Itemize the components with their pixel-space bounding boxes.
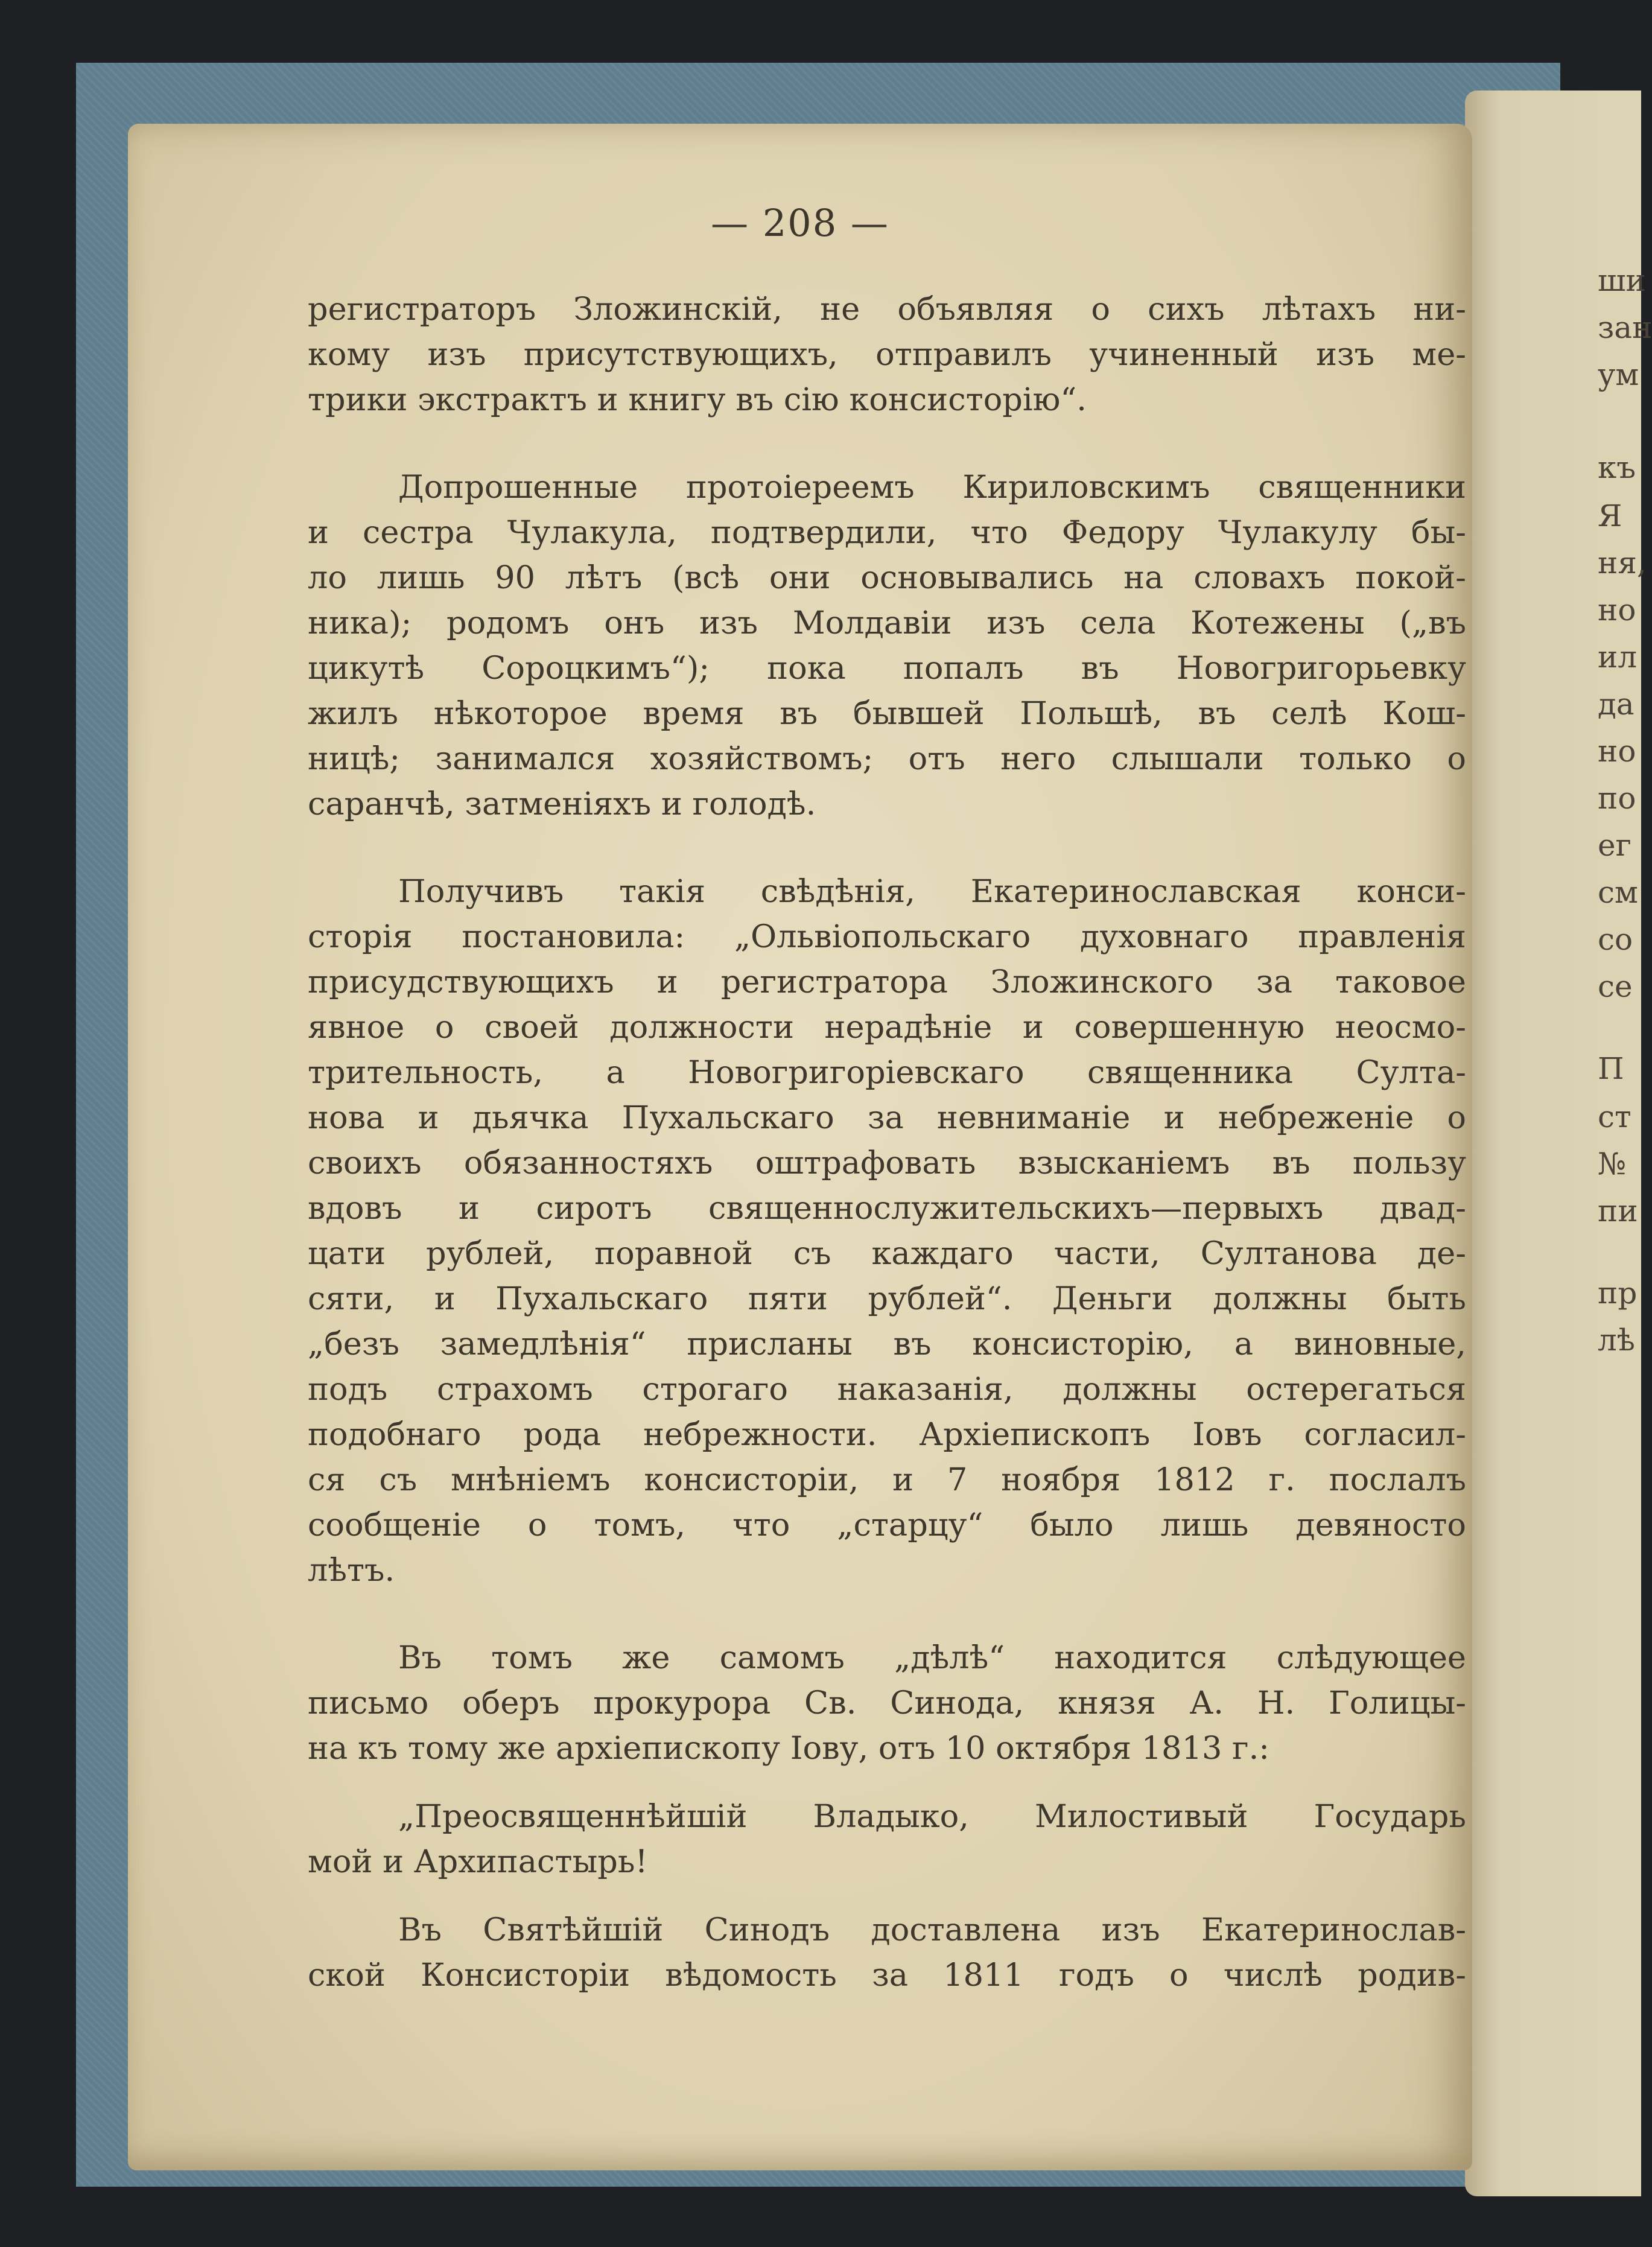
text-line: подобнаго рода небрежности. Архіепископъ Іовъ согласил- <box>308 1416 1466 1453</box>
text-line: „безъ замедлѣнія“ присланы въ консисторію, а виновные, <box>308 1326 1466 1362</box>
text-line: кому изъ присутствующихъ, отправилъ учиненный изъ ме- <box>308 336 1466 373</box>
text-line: сообщеніе о томъ, что „старцу“ было лишь девяносто <box>308 1507 1466 1543</box>
facing-page-fragment: ил <box>1598 640 1638 675</box>
facing-page-fragment: зан <box>1598 310 1652 345</box>
text-line: цати рублей, поравной съ каждаго части, Султанова де- <box>308 1235 1466 1272</box>
text-line: „Преосвященнѣйшій Владыко, Милостивый Государь <box>398 1798 1466 1835</box>
facing-page-fragment: ши <box>1598 263 1646 298</box>
paragraph <box>308 1635 1466 1771</box>
facing-page-fragment: ег <box>1598 828 1631 863</box>
facing-page-fragment: П <box>1598 1051 1624 1086</box>
text-line: жилъ нѣкоторое время въ бывшей Польшѣ, въ селѣ Кош- <box>308 695 1466 732</box>
facing-page-fragment: лѣ <box>1598 1323 1635 1358</box>
text-line: лѣтъ. <box>308 1552 395 1589</box>
text-line: цикутѣ Сороцкимъ“); пока попалъ въ Новогригорьевку <box>308 650 1466 687</box>
facing-page-fragment: ст <box>1598 1099 1631 1134</box>
text-line: ся съ мнѣніемъ консисторіи, и 7 ноября 1812 г. послалъ <box>308 1461 1466 1498</box>
facing-page-fragment: но <box>1598 593 1636 628</box>
text-line: письмо оберъ прокурора Св. Синода, князя А. Н. Голицы- <box>308 1685 1466 1721</box>
text-line: саранчѣ, затменіяхъ и голодѣ. <box>308 786 816 822</box>
text-line: Допрошенные протоіереемъ Кириловскимъ священники <box>398 469 1466 506</box>
text-line: нова и дьячка Пухальскаго за невниманіе и небреженіе о <box>308 1099 1466 1136</box>
facing-page-fragment: со <box>1598 922 1633 957</box>
facing-page <box>1465 91 1652 2196</box>
paragraph <box>308 287 1466 422</box>
paragraph <box>308 1794 1466 1884</box>
text-line: вдовъ и сиротъ священнослужительскихъ—первыхъ двад- <box>308 1190 1466 1227</box>
text-line: мой и Архипастырь! <box>308 1843 648 1880</box>
text-line: присудствующихъ и регистратора Зложинского за таковое <box>308 964 1466 1000</box>
facing-page-fragment: № <box>1598 1146 1627 1181</box>
facing-page-fragment: пи <box>1598 1193 1638 1228</box>
page-number: — 208 — <box>711 201 889 245</box>
facing-page-fragment: се <box>1598 969 1633 1004</box>
text-line: сяти, и Пухальскаго пяти рублей“. Деньги должны быть <box>308 1280 1466 1317</box>
text-line: и сестра Чулакула, подтвердили, что Федору Чулакулу бы- <box>308 514 1466 551</box>
text-line: ской Консисторіи вѣдомость за 1811 годъ о числѣ родив- <box>308 1957 1466 1994</box>
text-line: Получивъ такія свѣдѣнія, Екатеринославская конси- <box>398 873 1466 910</box>
text-line: ницѣ; занимался хозяйствомъ; отъ него слышали только о <box>308 740 1466 777</box>
text-line: регистраторъ Зложинскій, не объявляя о сихъ лѣтахъ ни- <box>308 291 1466 328</box>
text-line: на къ тому же архіепископу Іову, отъ 10 октября 1813 г.: <box>308 1730 1269 1767</box>
text-line: трительность, а Новогригоріевскаго священника Султа- <box>308 1054 1466 1091</box>
facing-page-fragment: ня, <box>1598 545 1647 580</box>
text-line: явное о своей должности нерадѣніе и совершенную неосмо- <box>308 1009 1466 1046</box>
text-line: трики экстрактъ и книгу въ сію консисторію“. <box>308 381 1087 418</box>
facing-page-fragment: къ <box>1598 450 1636 485</box>
facing-page-fragment: но <box>1598 734 1636 769</box>
text-line: ло лишь 90 лѣтъ (всѣ они основывались на словахъ покой- <box>308 559 1466 596</box>
text-line: ника); родомъ онъ изъ Молдавіи изъ села Котежены („въ <box>308 605 1466 641</box>
facing-page-fragment: Я <box>1598 498 1622 533</box>
text-line: сторія постановила: „Ольвіопольскаго духовнаго правленія <box>308 918 1466 955</box>
book-page <box>128 124 1472 2170</box>
page-text <box>308 287 1466 1998</box>
facing-page-fragment: да <box>1598 687 1635 722</box>
text-line: своихъ обязанностяхъ оштрафовать взысканіемъ въ пользу <box>308 1145 1466 1181</box>
text-line: Въ томъ же самомъ „дѣлѣ“ находится слѣдующее <box>398 1639 1466 1676</box>
paragraph <box>308 869 1466 1593</box>
paragraph <box>308 465 1466 827</box>
facing-page-fragment: пр <box>1598 1276 1638 1311</box>
facing-page-fragment: см <box>1598 875 1638 910</box>
facing-page-fragment: ум <box>1598 357 1639 392</box>
facing-page-fragment: по <box>1598 781 1636 816</box>
paragraph <box>308 1907 1466 1998</box>
text-line: подъ страхомъ строгаго наказанія, должны остерегаться <box>308 1371 1466 1408</box>
text-line: Въ Святѣйшій Синодъ доставлена изъ Екатеринослав- <box>398 1912 1466 1948</box>
